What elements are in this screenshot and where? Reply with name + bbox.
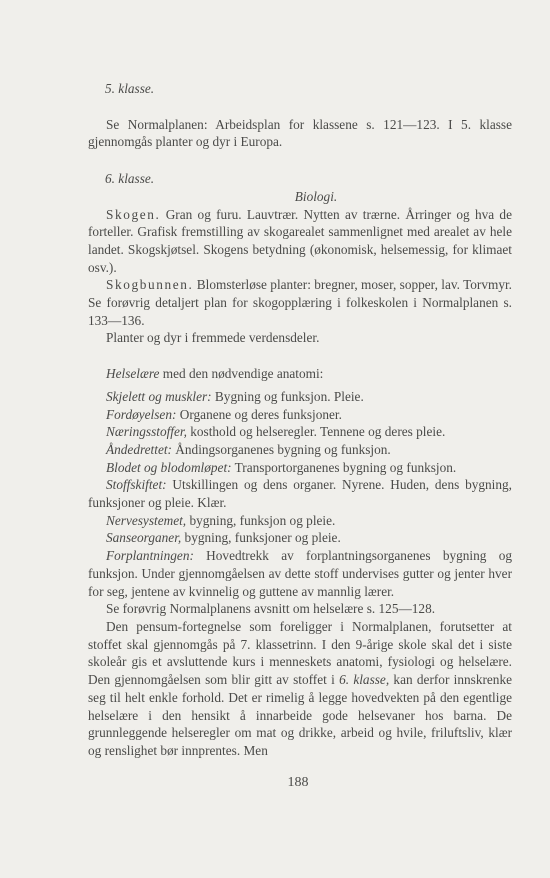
helselaere-term: Forplantningen: xyxy=(106,548,194,564)
helselaere-item xyxy=(88,388,512,406)
helselaere-text: bygning, funksjoner og pleie. xyxy=(181,530,341,546)
helselaere-reference: Se forøvrig Normalplanens avsnitt om helselære s. 125—128. xyxy=(106,601,436,617)
helselaere-item xyxy=(88,441,512,459)
helselaere-text: bygning, funksjon og pleie. xyxy=(186,512,336,528)
skogen-paragraph xyxy=(88,206,512,277)
helselaere-text: Organene og deres funksjoner. xyxy=(176,406,342,422)
skogen-text: Gran og furu. Lauvtrær. Nytten av trærne. Årringer og hva de forteller. Grafisk fremstilling av skogarealet sammenlignet med arealet av hele landet. Skogskjøtsel. Skogens betydning (økonomisk, helsemessig, for klimaet osv.). xyxy=(88,206,512,275)
helselaere-text: Bygning og funksjon. Pleie. xyxy=(211,388,364,404)
helselaere-term: Sanseorganer, xyxy=(106,530,182,546)
helselaere-item xyxy=(88,547,512,600)
helselaere-term: Nervesystemet, xyxy=(106,512,187,528)
helselaere-text: Åndingsorganenes bygning og funksjon. xyxy=(171,441,391,457)
helselaere-text: Hovedtrekk av forplantningsorganenes bygning og funksjon. Under gjennomgåelsen av dette stoff undervises gutter og jenter hver for seg, jentene av kvinnelig og guttene av mannlig lærer. xyxy=(88,548,512,599)
helselaere-item xyxy=(88,476,512,511)
skogbunnen-paragraph xyxy=(88,276,512,329)
helselaere-term: Blodet og blodomløpet: xyxy=(106,459,232,475)
closing-part2: kan derfor innskrenke seg til helt enkle forhold. Det er rimelig å legge hovedvekten på den egentlige helselære i den hensikt å innarbeide gode helsevaner hos barna. De grunnleggende helseregler om mat og drikke, arbeid og hvile, friluftsliv, klær og renslighet bør innprentes. Men xyxy=(88,672,512,758)
subheading-biologi: Biologi. xyxy=(294,188,338,204)
helselaere-item xyxy=(88,423,512,441)
closing-italic: 6. klasse, xyxy=(339,672,390,688)
helselaere-intro xyxy=(88,365,512,383)
closing-paragraph xyxy=(88,618,512,760)
helselaere-text: kosthold og helseregler. Tennene og deres pleie. xyxy=(186,424,446,440)
helselaere-item xyxy=(88,512,512,530)
page-number: 188 xyxy=(287,775,309,790)
helselaere-text: Utskillingen og dens organer. Nyrene. Huden, dens bygning, funksjoner og pleie. Klær. xyxy=(88,477,512,511)
helselaere-term: Skjelett og muskler: xyxy=(106,388,212,404)
klasse5-paragraph: Se Normalplanen: Arbeidsplan for klassene s. 121—123. I 5. klasse gjennomgås planter og dyr i Europa. xyxy=(88,116,512,150)
skogbunnen-text: Blomsterløse planter: bregner, moser, sopper, lav. Torvmyr. Se forøvrig detaljert plan for skogopplæring i folkeskolen i Normalplanen s. 133—136. xyxy=(88,277,512,328)
helselaere-list xyxy=(88,388,512,600)
helselaere-term: Næringsstoffer, xyxy=(106,424,187,440)
helselaere-lead: Helselære xyxy=(106,366,160,382)
closing-part1: Den pensum-fortegnelse som foreligger i Normalplanen, forutsetter at stoffet skal gjennomgås på 7. klassetrinn. I den 9-årige skole skal det i siste skoleår gis et avsluttende kurs i menneskets anatomi, fysiologi og helselære. Den gjennomgåelsen som blir gitt av stoffet i xyxy=(88,618,512,688)
skogbunnen-lead: Skogbunnen. xyxy=(106,277,194,293)
helselaere-term: Stoffskiftet: xyxy=(106,477,167,493)
heading-5-klasse: 5. klasse. xyxy=(105,81,155,96)
helselaere-text: Transportorganenes bygning og funksjon. xyxy=(231,459,457,475)
skogen-lead: Skogen. xyxy=(106,206,161,222)
helselaere-item xyxy=(88,459,512,477)
heading-6-klasse: 6. klasse. xyxy=(105,171,155,187)
helselaere-item xyxy=(88,529,512,547)
page-text xyxy=(88,80,512,760)
helselaere-term: Fordøyelsen: xyxy=(106,406,177,422)
helselaere-item xyxy=(88,406,512,424)
helselaere-lead-rest: med den nødvendige anatomi: xyxy=(159,366,324,382)
helselaere-term: Åndedrettet: xyxy=(106,441,172,457)
planter-dyr-paragraph: Planter og dyr i fremmede verdensdeler. xyxy=(106,330,320,346)
